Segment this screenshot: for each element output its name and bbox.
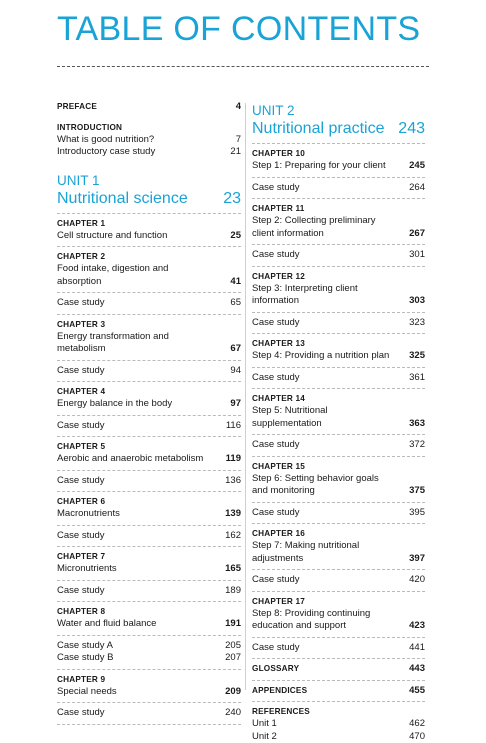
unit2-separator [252,143,425,144]
chapter-block [252,528,425,592]
chapter-page: 119 [219,453,241,466]
case-separator [57,415,241,416]
case-separator [252,637,425,638]
chapter-number-row [252,528,425,540]
chapter-separator [57,246,241,247]
case-separator [57,635,241,636]
case-study-page: 136 [219,475,241,488]
chapter-page: 209 [219,686,241,699]
chapter-title: Step 2: Collecting preliminary client information [252,215,403,240]
case-study-row[interactable] [252,507,425,520]
case-study-page: 162 [219,530,241,543]
chapter-number: CHAPTER 5 [57,441,241,453]
unit1-page: 23 [223,189,241,209]
chapter-block [252,148,425,199]
case-study-label: Case study [57,707,219,720]
unit1-separator [57,213,241,214]
case-study-page: 264 [403,182,425,195]
case-study-row[interactable] [252,439,425,452]
chapter-title-row[interactable] [252,540,425,565]
appendices-page: 455 [403,685,425,698]
case-study-label: Case study [57,365,219,378]
chapter-title-row[interactable] [252,215,425,240]
page-title: TABLE OF CONTENTS [57,12,420,46]
chapter-title-row[interactable] [252,405,425,430]
reference-item-page: 462 [403,718,425,731]
chapter-title: Macronutrients [57,508,219,521]
chapter-page: 97 [219,398,241,411]
case-study-label: Case study [252,249,403,262]
column-divider [245,103,246,690]
case-study-row[interactable] [252,372,425,385]
case-study-page: 65 [219,297,241,310]
chapter-number-row [57,386,241,398]
chapter-title: Food intake, digestion and absorption [57,263,219,288]
chapter-block [57,319,241,383]
case-study-page: 189 [219,585,241,598]
chapter-separator [252,266,425,267]
chapter-separator [57,314,241,315]
intro-item-label: Introductory case study [57,146,219,159]
chapter-title: Step 8: Providing continuing education and support [252,608,403,633]
case-study-page: 323 [403,317,425,330]
chapter-number: CHAPTER 16 [252,528,425,540]
chapter-page: 139 [219,508,241,521]
chapter-block [252,271,425,335]
chapter-title-row[interactable] [57,453,241,466]
chapter-number-row [57,606,241,618]
chapter-block [57,218,241,248]
case-study-label: Case study [252,439,403,452]
case-separator [252,367,425,368]
chapter-separator [252,198,425,199]
case-separator [252,502,425,503]
unit1-title: Nutritional science [57,189,188,209]
unit2-title: Nutritional practice [252,119,385,139]
chapter-block [57,441,241,492]
reference-item-label: Unit 2 [252,731,403,743]
chapter-page: 191 [219,618,241,631]
case-study-label: Case study [252,642,403,655]
chapter-number: CHAPTER 14 [252,393,425,405]
chapter-title: Water and fluid balance [57,618,219,631]
chapter-block [252,338,425,389]
chapter-title-row[interactable] [57,263,241,288]
chapter-title: Cell structure and function [57,230,219,243]
chapter-title-row[interactable] [252,608,425,633]
case-study-row[interactable] [57,640,241,653]
intro-item-page: 7 [219,134,241,147]
chapter-number: CHAPTER 8 [57,606,241,618]
toc-reference-item[interactable] [252,718,425,731]
case-study-label: Case study [252,317,403,330]
chapter-number-row [57,496,241,508]
chapter-title: Step 5: Nutritional supplementation [252,405,403,430]
case-study-page: 420 [403,574,425,587]
case-study-row[interactable] [252,249,425,262]
chapter-number: CHAPTER 2 [57,251,241,263]
chapter-title: Aerobic and anaerobic metabolism [57,453,219,466]
chapter-page: 397 [403,553,425,566]
chapter-separator [252,591,425,592]
case-separator [57,360,241,361]
toc-intro-item[interactable] [57,146,241,159]
case-study-page: 116 [219,420,241,433]
chapter-number: CHAPTER 9 [57,674,241,686]
intro-item-page: 21 [219,146,241,159]
toc-glossary[interactable] [252,663,425,676]
case-separator [252,434,425,435]
chapter-separator [57,546,241,547]
case-study-row[interactable] [57,475,241,488]
chapter-number-row [57,319,241,331]
case-study-row[interactable] [57,707,241,720]
case-study-label: Case study [252,372,403,385]
chapter-block [252,461,425,525]
reference-item-page: 470 [403,731,425,743]
toc-references [252,706,425,718]
case-study-label: Case study A [57,640,219,653]
toc-intro-item[interactable] [57,134,241,147]
chapter-number: CHAPTER 13 [252,338,425,350]
case-study-page: 361 [403,372,425,385]
chapter-number: CHAPTER 4 [57,386,241,398]
chapter-page: 325 [403,350,425,363]
chapter-separator [252,333,425,334]
title-divider [57,66,429,67]
chapter-title: Step 3: Interpreting client information [252,283,403,308]
case-study-row[interactable] [57,297,241,310]
left-column [57,101,241,729]
chapter-number-row [57,218,241,230]
chapter-page: 67 [219,343,241,356]
glossary-page: 443 [403,663,425,676]
case-separator [252,569,425,570]
case-study-label: Case study [57,530,219,543]
chapter-separator [57,436,241,437]
chapter-page: 165 [219,563,241,576]
chapter-number: CHAPTER 10 [252,148,425,160]
chapter-number-row [252,338,425,350]
case-study-label: Case study [57,297,219,310]
chapter-title: Step 1: Preparing for your client [252,160,403,173]
case-study-page: 207 [219,652,241,665]
chapter-separator [57,381,241,382]
chapter-page: 245 [403,160,425,173]
chapter-number-row [57,674,241,686]
case-separator [252,177,425,178]
chapter-title: Step 4: Providing a nutrition plan [252,350,403,363]
glossary-separator [252,680,425,681]
chapter-number-row [252,203,425,215]
chapter-number: CHAPTER 11 [252,203,425,215]
chapter-number-row [252,461,425,473]
case-study-label: Case study B [57,652,219,665]
case-study-row[interactable] [252,574,425,587]
case-study-row[interactable] [57,420,241,433]
chapter-title-row[interactable] [57,563,241,576]
chapter-title-row[interactable] [252,350,425,363]
reference-item-label: Unit 1 [252,718,403,731]
unit2-chapter-list [252,148,425,659]
case-study-page: 240 [219,707,241,720]
chapter-number: CHAPTER 6 [57,496,241,508]
chapter-title-row[interactable] [57,398,241,411]
chapter-title-row[interactable] [57,618,241,631]
preface-label: PREFACE [57,101,219,113]
chapter-block [57,551,241,602]
case-study-label: Case study [57,475,219,488]
chapter-title-row[interactable] [57,230,241,243]
chapter-title-row[interactable] [252,160,425,173]
toc-introduction [57,122,241,134]
chapter-separator [57,724,241,725]
chapter-block [57,251,241,315]
chapter-block [252,203,425,267]
case-separator [57,292,241,293]
chapter-separator [57,669,241,670]
case-study-row[interactable] [252,317,425,330]
chapter-page: 267 [403,228,425,241]
chapter-separator [57,491,241,492]
case-separator [252,244,425,245]
chapter-page: 375 [403,485,425,498]
chapter-page: 363 [403,418,425,431]
intro-item-label: What is good nutrition? [57,134,219,147]
case-study-page: 441 [403,642,425,655]
unit2-page: 243 [398,119,425,139]
chapter-page: 303 [403,295,425,308]
chapter-number-row [57,251,241,263]
chapter-block [252,393,425,457]
case-separator [57,702,241,703]
chapter-block [57,496,241,547]
preface-page: 4 [219,101,241,114]
chapter-title: Step 6: Setting behavior goals and monitoring [252,473,403,498]
chapter-number-row [57,551,241,563]
glossary-label: GLOSSARY [252,663,403,675]
chapter-number-row [57,441,241,453]
case-study-page: 395 [403,507,425,520]
case-study-label: Case study [252,182,403,195]
case-study-label: Case study [252,574,403,587]
chapter-number: CHAPTER 12 [252,271,425,283]
case-separator [57,525,241,526]
chapter-number: CHAPTER 17 [252,596,425,608]
chapter-title: Micronutrients [57,563,219,576]
chapter-title-row[interactable] [252,283,425,308]
chapter-number-row [252,271,425,283]
case-study-label: Case study [57,420,219,433]
chapter-number-row [252,148,425,160]
chapter-title: Step 7: Making nutritional adjustments [252,540,403,565]
case-study-page: 301 [403,249,425,262]
toc-appendices[interactable] [252,685,425,698]
case-study-page: 372 [403,439,425,452]
right-column [252,103,425,743]
case-study-row[interactable] [57,585,241,598]
chapter-block [57,674,241,725]
chapter-page: 423 [403,620,425,633]
chapter-separator [252,456,425,457]
chapter-page: 41 [219,276,241,289]
chapter-separator [252,523,425,524]
chapter-number: CHAPTER 1 [57,218,241,230]
chapter-title: Energy balance in the body [57,398,219,411]
case-study-label: Case study [57,585,219,598]
unit1-chapter-list [57,218,241,725]
toc-preface[interactable] [57,101,241,114]
unit2-label: UNIT 2 [252,103,425,119]
introduction-label: INTRODUCTION [57,122,241,134]
chapter-block [57,606,241,670]
case-study-row[interactable] [57,652,241,665]
case-study-row[interactable] [57,365,241,378]
chapter-number: CHAPTER 3 [57,319,241,331]
case-study-row[interactable] [252,642,425,655]
chapter-number-row [252,393,425,405]
chapter-block [252,596,425,660]
case-separator [57,580,241,581]
case-study-row[interactable] [57,530,241,543]
chapter-title: Special needs [57,686,219,699]
case-study-label: Case study [252,507,403,520]
chapter-separator [252,658,425,659]
chapter-title-row[interactable] [252,473,425,498]
case-study-page: 205 [219,640,241,653]
unit2-title-row[interactable] [252,119,425,139]
chapter-block [57,386,241,437]
toc-reference-item[interactable] [252,731,425,743]
chapter-title-row[interactable] [57,686,241,699]
case-separator [57,470,241,471]
case-study-row[interactable] [252,182,425,195]
unit1-title-row[interactable] [57,189,241,209]
chapter-separator [57,601,241,602]
chapter-separator [252,388,425,389]
chapter-title-row[interactable] [57,331,241,356]
chapter-title-row[interactable] [57,508,241,521]
chapter-number: CHAPTER 7 [57,551,241,563]
case-study-page: 94 [219,365,241,378]
appendices-label: APPENDICES [252,685,403,697]
unit1-label: UNIT 1 [57,173,241,189]
chapter-title: Energy transformation and metabolism [57,331,219,356]
appendices-separator [252,701,425,702]
chapter-number: CHAPTER 15 [252,461,425,473]
references-label: REFERENCES [252,706,425,718]
chapter-page: 25 [219,230,241,243]
case-separator [252,312,425,313]
chapter-number-row [252,596,425,608]
